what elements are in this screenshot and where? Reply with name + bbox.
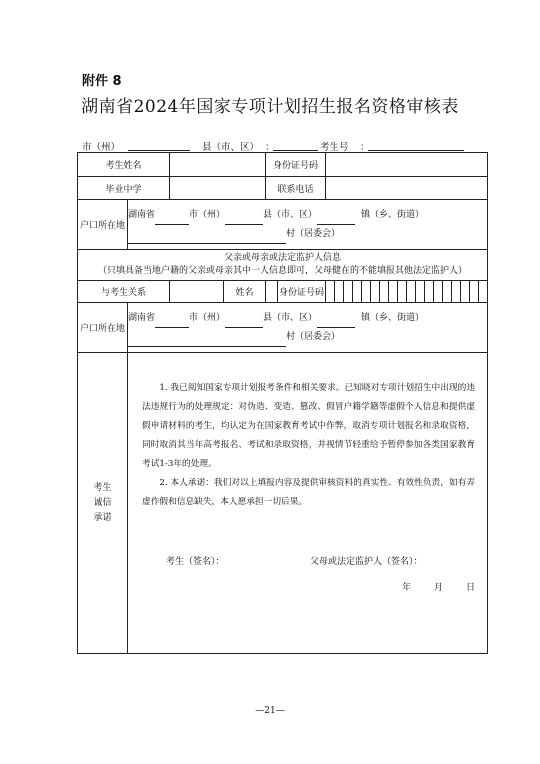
relation-label: 与考生关系 (78, 281, 170, 303)
guardian-header-title: 父亲或母亲或法定监护人信息 (224, 253, 342, 263)
application-form-table (77, 152, 488, 654)
student-id-label: 身份证号码 (266, 153, 326, 177)
exam-no-label: 考生号 (320, 142, 349, 153)
form-title: 湖南省2024年国家专项计划招生报名资格审核表 (81, 97, 459, 117)
pledge-content (128, 353, 488, 654)
village-text: 村（居委会） (286, 228, 341, 239)
county-field[interactable] (273, 150, 318, 151)
date-month: 月 (434, 583, 444, 593)
town-text: 镇（乡、街道） (361, 312, 425, 323)
city-label: 市（州） (82, 142, 121, 153)
phone-label: 联系电话 (266, 177, 326, 200)
guardian-id-label: 身份证号码 (278, 281, 326, 303)
guardian-name-label: 姓名 (224, 281, 266, 303)
pledge-side-line: 承诺 (93, 512, 112, 523)
guardian-info-header (78, 250, 488, 281)
guardian-header-note: （只填具备当地户籍的父亲或母亲其中一人信息即可，父母健在的不能填报其他法定监护人） (98, 266, 468, 276)
city-text: 市（州） (189, 209, 226, 220)
guardian-id-boxes[interactable] (326, 281, 488, 303)
page-number: —21— (255, 706, 285, 716)
student-signature-label: 考生（签名）： (166, 557, 225, 567)
pledge-side-line: 考生 (93, 482, 112, 493)
village-text: 村（居委会） (286, 331, 341, 342)
pledge-side-line: 诚信 (93, 497, 112, 508)
county-text: 县（市、区） (263, 312, 318, 323)
student-id-field[interactable] (326, 153, 488, 177)
pledge-paragraph-1: 1. 我已阅知国家专项计划报考条件和相关要求。已知晓对专项计划招生中出现的违法违规行为的处理规定：对伪造、变造、篡改、假冒户籍学籍等虚假个人信息和提供虚假申请材料的考生，均认定为在国家教育考试中作弊，取消专项计划报名和录取资格，同时取消其当年高考报名、考试和录取资格，并视情节轻重给予暂停参加各类国家教育考试1-3年的处理。 (142, 383, 476, 469)
guardian-household-label: 户口所在地 (78, 303, 128, 353)
pledge-paragraph-2: 2. 本人承诺：我们对以上填报内容及提供审核资料的真实性、有效性负责，如有弄虚作假和信息缺失，本人愿承担一切后果。 (142, 478, 476, 507)
guardian-household-field[interactable] (128, 303, 488, 353)
guardian-signature-label: 父母或法定监护人（签名）： (310, 557, 423, 567)
date-year: 年 (402, 583, 412, 593)
province-text: 湖南省 (128, 209, 156, 220)
date-day: 日 (466, 583, 476, 593)
city-text: 市（州） (189, 312, 226, 323)
county-text: 县（市、区） (263, 209, 318, 220)
guardian-name-field[interactable] (266, 281, 278, 303)
attachment-label: 附件 8 (82, 74, 122, 89)
province-text: 湖南省 (128, 312, 156, 323)
county-label: 县（市、区） (202, 142, 260, 153)
phone-field[interactable] (326, 177, 488, 200)
student-name-field[interactable] (170, 153, 266, 177)
school-field[interactable] (170, 177, 266, 200)
household-label: 户口所在地 (78, 200, 128, 250)
household-address-field[interactable] (128, 200, 488, 250)
pledge-side-label (78, 353, 128, 654)
exam-no-field[interactable] (368, 150, 464, 151)
relation-field[interactable] (170, 281, 224, 303)
student-name-label: 考生姓名 (78, 153, 170, 177)
town-text: 镇（乡、街道） (361, 209, 425, 220)
city-field[interactable] (128, 150, 190, 151)
school-label: 毕业中学 (78, 177, 170, 200)
